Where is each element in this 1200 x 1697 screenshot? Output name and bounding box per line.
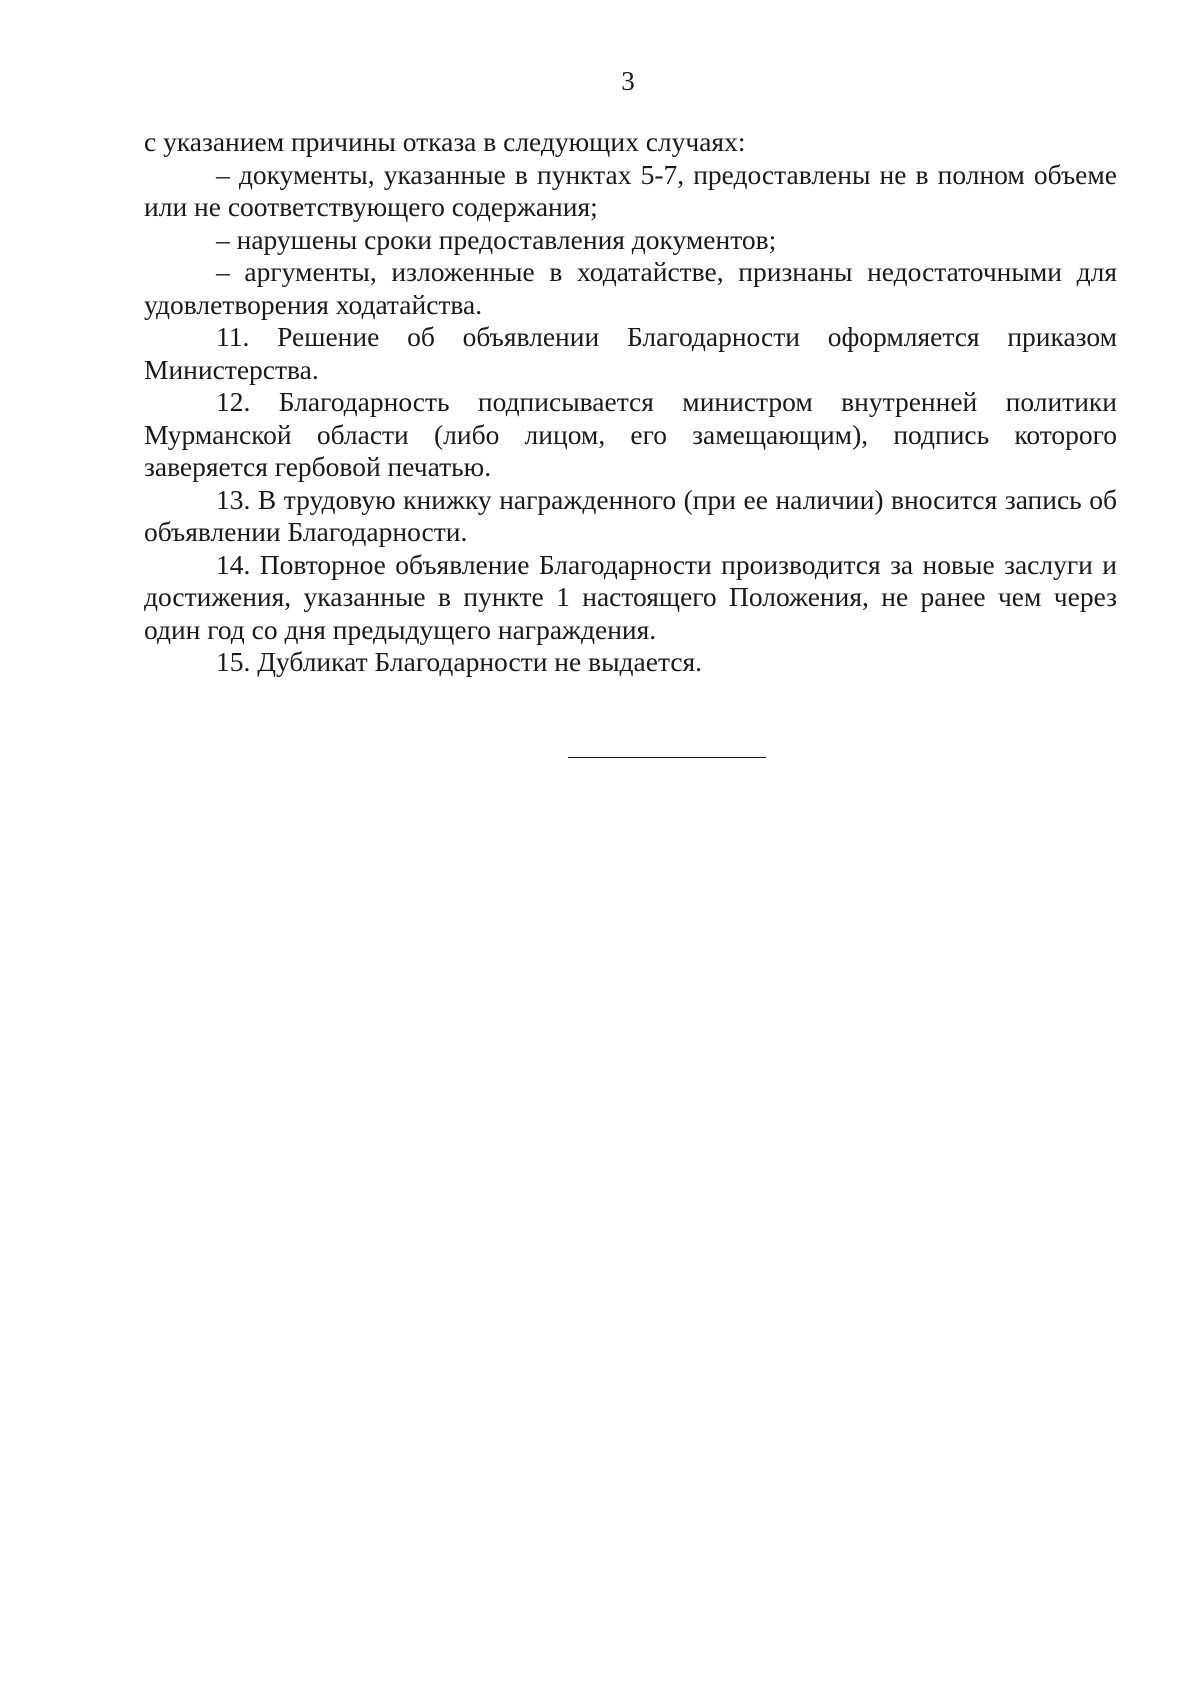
paragraph-reason-incomplete-documents: – документы, указанные в пунктах 5-7, предоставлены не в полном объеме или не соответствующего содержания;: [144, 158, 1117, 222]
closing-divider: [568, 757, 766, 758]
paragraph-item-13: 13. В трудовую книжку награжденного (при ее наличии) вносится запись об объявлении Благодарности.: [144, 483, 1117, 547]
paragraph-item-14: 14. Повторное объявление Благодарности производится за новые заслуги и достижения, указанные в пункте 1 настоящего Положения, не ранее чем через один год со дня предыдущего награждения.: [144, 548, 1117, 645]
paragraph-continuation: с указанием причины отказа в следующих случаях:: [144, 126, 746, 157]
paragraph-reason-deadlines: – нарушены сроки предоставления документов;: [216, 223, 777, 255]
paragraph-item-12: 12. Благодарность подписывается министром внутренней политики Мурманской области (либо лицом, его замещающим), подпись которого заверяется гербовой печатью.: [144, 386, 1117, 482]
paragraph-item-15: 15. Дубликат Благодарности не выдается.: [216, 646, 703, 677]
paragraph-reason-arguments: – аргументы, изложенные в ходатайстве, признаны недостаточными для удовлетворения ходатайства.: [144, 256, 1117, 320]
paragraph-item-11: 11. Решение об объявлении Благодарности оформляется приказом Министерства.: [144, 321, 1117, 385]
document-body: [144, 126, 1117, 679]
page-number: 3: [621, 66, 635, 96]
